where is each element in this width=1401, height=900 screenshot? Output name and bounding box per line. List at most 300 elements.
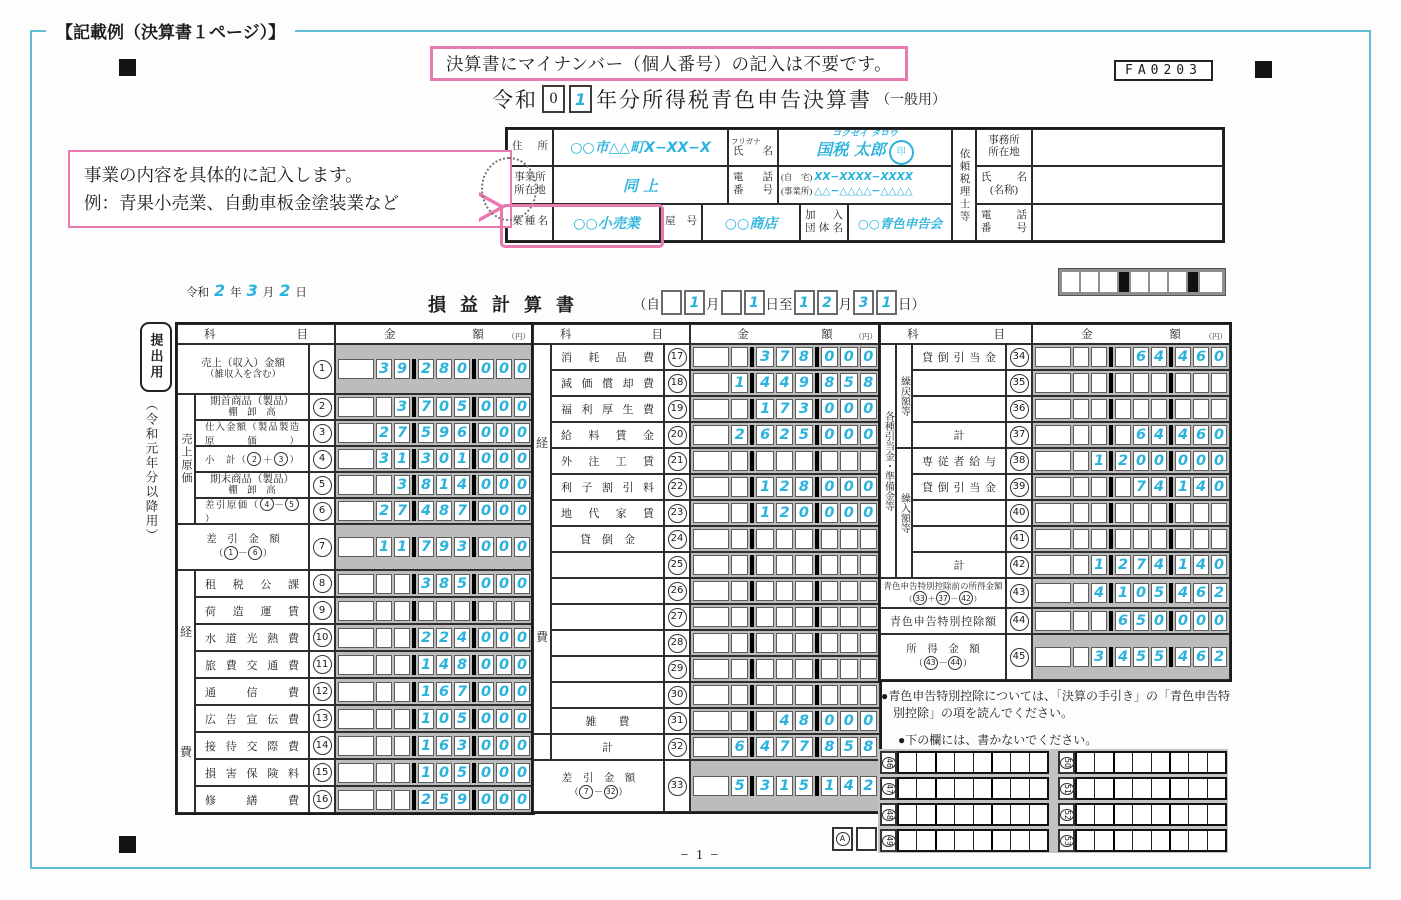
circled-number-20: 20 [668,426,687,445]
row-label-5: 期末商品（製品） 棚 卸 高 [195,472,309,498]
digit-cell: 0 [514,628,530,648]
digit-cell: 3 [394,397,410,417]
digit-cell: 0 [496,475,512,495]
circled-number-35: 35 [1010,374,1029,393]
row-label-3: 仕入金額（製品製造原価） [195,420,309,446]
digit-cell: 0 [496,763,512,783]
digit-cell: 0 [436,449,452,469]
digit-cell: 2 [1115,451,1131,471]
business-address-field[interactable]: 同 上 [553,166,728,205]
circled-number-41: 41 [1010,530,1029,549]
office-digit-cells [897,777,1049,800]
row-number-30 [664,682,690,708]
year-digit-box-handwritten[interactable]: 1 [574,89,587,109]
amount-field-32[interactable] [690,734,880,760]
circled-number-33: 33 [913,591,927,605]
circled-number-5: 5 [285,498,299,511]
agent-phone-field[interactable] [1032,204,1223,241]
digit-cell [376,763,392,783]
digit-cell [1133,399,1149,419]
agent-phone-label: 電 話 番 号 [976,204,1032,241]
digit-cell [1115,503,1131,523]
amount-field-42[interactable] [1032,552,1230,578]
thousands-separator-bar [815,737,819,757]
digit-cell: 0 [496,790,512,810]
circled-number-2: 2 [313,398,332,417]
group-label-繰戻額等: 繰戻額等 [896,344,912,448]
year-digit-box-printed[interactable]: 0 [542,85,565,113]
thousands-separator-bar [1169,611,1173,631]
digit-cell [394,736,410,756]
digit-cell: 5 [1133,647,1149,667]
row-label-22: 利子割引料 [551,474,664,500]
thousands-separator-bar [472,423,476,443]
digit-cell: 0 [514,537,530,557]
digit-cell [731,399,748,419]
office-grid-row [1058,803,1227,826]
digit-cell [776,659,793,679]
digit-cell: 9 [394,359,410,379]
row-label-38: 専従者給与 [912,448,1006,474]
office-grid-row [1058,751,1227,774]
digit-cell: 1 [418,736,434,756]
digit-cell [1175,529,1191,549]
office-row-number [1058,751,1075,774]
digit-cell [821,659,838,679]
digit-cell: 5 [1151,647,1167,667]
thousands-separator-bar [750,607,754,627]
agent-name-field[interactable] [1032,166,1223,205]
digit-cell [1073,503,1089,523]
ocr-code-strip [1058,268,1226,296]
thousands-separator-bar [1169,347,1173,367]
amount-field-17[interactable] [690,344,880,370]
digit-cell: 0 [478,790,494,810]
digit-cell: 4 [1175,347,1191,367]
digit-cell [1115,373,1131,393]
amount-field-15[interactable] [335,759,533,786]
digit-cell: 1 [1175,555,1191,575]
pl-table-middle [531,322,882,814]
digit-cell: 5 [418,423,434,443]
amount-field-6[interactable] [335,498,533,524]
office-row-number [880,803,897,826]
digit-cell: 6 [1133,425,1149,445]
row-number-19 [664,396,690,422]
amount-field-3[interactable] [335,420,533,446]
digit-cell: 8 [860,737,877,757]
row-label-16: 修繕費 [195,786,309,813]
digit-cell: 1 [436,475,452,495]
digit-cell [376,397,392,417]
digit-cell: 2 [1211,647,1227,667]
amount-field-9[interactable] [335,597,533,624]
office-grid-row [1058,777,1227,800]
thousands-separator-bar [472,449,476,469]
row-label-21: 外注工賃 [551,448,664,474]
digit-cell: 0 [514,475,530,495]
row-label-23: 地代家賃 [551,500,664,526]
address-label: 住 所 [507,129,553,166]
page-title: 【記載例（決算書１ページ）】 [46,18,295,43]
row-label-19: 福利厚生費 [551,396,664,422]
submission-copy-label: 提出用 [140,322,172,392]
row-number-31 [664,708,690,734]
circled-number-52: 52 [1060,809,1074,821]
row-number-35 [1006,370,1032,396]
row-label-45: 所 得 金 額 （ 43 － 44 ） [880,634,1006,680]
digit-cell: 3 [454,736,470,756]
digit-cell: 0 [514,397,530,417]
amount-field-18[interactable] [690,370,880,396]
digit-cell: 1 [418,682,434,702]
amount-lead-cell [1035,425,1071,445]
digit-cell [1091,477,1107,497]
digit-cell [731,685,748,705]
shop-name-field[interactable]: ○○商店 [702,204,800,241]
amount-field-40[interactable] [1032,500,1230,526]
thousands-separator-bar [750,529,754,549]
agent-name-label: 氏 名 (名称) [976,166,1032,205]
circled-number-40: 40 [1010,504,1029,523]
thousands-separator-bar [1109,451,1113,471]
digit-cell: 7 [776,347,793,367]
digit-cell: 0 [1175,451,1191,471]
digit-cell: 0 [496,537,512,557]
amount-field-43[interactable] [1032,578,1230,608]
digit-cell [821,451,838,471]
amount-lead-cell [693,633,729,653]
thousands-separator-bar [1169,425,1173,445]
pl-table-left [175,322,535,815]
digit-cell: 4 [1175,583,1191,603]
row-number-26 [664,578,690,604]
digit-cell: 8 [821,737,838,757]
digit-cell [776,685,793,705]
thousands-separator-bar [1169,451,1173,471]
digit-cell [1091,611,1107,631]
digit-cell [821,633,838,653]
column-header-subject: 科 目 [177,324,335,344]
digit-cell [731,633,748,653]
amount-field-33[interactable] [690,760,880,812]
amount-lead-cell [338,682,374,702]
digit-cell [1115,399,1131,419]
amount-lead-cell [1035,647,1071,667]
digit-cell: 0 [1211,555,1227,575]
digit-cell: 0 [478,501,494,521]
amount-field-26[interactable] [690,578,880,604]
row-number-4 [309,446,335,472]
digit-cell: 5 [1151,583,1167,603]
digit-cell: 0 [821,399,838,419]
digit-cell: 0 [1211,611,1227,631]
amount-lead-cell [1035,503,1071,523]
row-number-22 [664,474,690,500]
amount-field-37[interactable] [1032,422,1230,448]
digit-cell [1073,555,1089,575]
digit-cell [840,555,857,575]
digit-cell [731,607,748,627]
row-label-30 [551,682,664,708]
circled-number-36: 36 [1010,400,1029,419]
digit-cell [1115,477,1131,497]
digit-cell: 4 [756,737,773,757]
digit-cell: 0 [840,503,857,523]
thousands-separator-bar [412,501,416,521]
amount-lead-cell [338,501,374,521]
amount-field-29[interactable] [690,656,880,682]
amount-field-16[interactable] [335,786,533,813]
digit-cell [1073,477,1089,497]
digit-cell [436,601,452,621]
accounting-period[interactable]: （自 1 月 1 日至 1 2 月 3 1 日） [633,290,925,315]
thousands-separator-bar [1169,477,1173,497]
digit-cell [821,685,838,705]
amount-lead-cell [693,555,729,575]
digit-cell [1073,425,1089,445]
digit-cell: 7 [394,423,410,443]
digit-cell: 4 [756,373,773,393]
row-number-1 [309,344,335,394]
digit-cell [860,659,877,679]
digit-cell: 0 [1193,451,1209,471]
digit-cell: 4 [1091,583,1107,603]
circled-number-19: 19 [668,400,687,419]
digit-cell: 0 [514,790,530,810]
thousands-separator-bar [815,607,819,627]
digit-cell [731,477,748,497]
digit-cell: 0 [514,423,530,443]
digit-cell: 0 [1151,451,1167,471]
digit-cell: 7 [418,397,434,417]
digit-cell: 8 [436,359,452,379]
digit-cell [795,607,812,627]
amount-field-44[interactable] [1032,608,1230,634]
thousands-separator-bar [472,501,476,521]
digit-cell: 0 [821,347,838,367]
row-number-32 [664,734,690,760]
row-label-20: 給料賃金 [551,422,664,448]
amount-field-11[interactable] [335,651,533,678]
thousands-separator-bar [750,555,754,575]
thousands-separator-bar [1169,529,1173,549]
name-label: フリガナ 氏 名 [728,129,778,166]
title-suffix: （一般用） [876,93,946,108]
digit-cell [394,682,410,702]
thousands-separator-bar [412,423,416,443]
row-label-8: 租税公課 [195,570,309,597]
thousands-separator-bar [412,359,416,379]
digit-cell: 0 [860,477,877,497]
digit-cell [376,682,392,702]
amount-field-30[interactable] [690,682,880,708]
amount-lead-cell [1035,399,1071,419]
digit-cell: 0 [1133,451,1149,471]
digit-cell: 2 [418,628,434,648]
digit-cell: 5 [454,709,470,729]
thousands-separator-bar [1169,583,1173,603]
digit-cell: 5 [454,397,470,417]
address-field[interactable]: ○○市△△町X−XX−X [553,129,728,166]
digit-cell [1091,503,1107,523]
amount-field-23[interactable] [690,500,880,526]
amount-lead-cell [693,607,729,627]
digit-cell: 0 [436,397,452,417]
circled-number-23: 23 [668,504,687,523]
circled-number-44: 44 [1010,612,1029,631]
office-row-number [1058,777,1075,800]
amount-field-31[interactable] [690,708,880,734]
amount-field-2[interactable] [335,394,533,420]
digit-cell: 1 [454,449,470,469]
thousands-separator-bar [750,373,754,393]
digit-cell: 1 [394,449,410,469]
digit-cell: 0 [478,709,494,729]
digit-cell [840,633,857,653]
amount-field-10[interactable] [335,624,533,651]
digit-cell: 1 [376,537,392,557]
amount-lead-cell [338,790,374,810]
digit-cell: 0 [496,449,512,469]
amount-field-21[interactable] [690,448,880,474]
digit-cell: 4 [1151,555,1167,575]
amount-field-36[interactable] [1032,396,1230,422]
row-label-43: 青色申告特別控除前の所得金額 （ 33 ＋ 37 － 42 ） [880,578,1006,608]
amount-field-19[interactable] [690,396,880,422]
circled-number-28: 28 [668,634,687,653]
row-number-6 [309,498,335,524]
amount-field-22[interactable] [690,474,880,500]
amount-field-12[interactable] [335,678,533,705]
digit-cell: 0 [496,397,512,417]
office-digit-cells [1075,803,1227,826]
digit-cell [731,347,748,367]
digit-cell: 7 [1133,555,1149,575]
amount-field-1[interactable] [335,344,533,394]
name-field[interactable]: コクゼイ タロウ 国税 太郎 印 [778,129,952,166]
digit-cell [1193,503,1209,523]
amount-field-8[interactable] [335,570,533,597]
circled-number-51: 51 [1060,783,1074,795]
row-number-29 [664,656,690,682]
amount-field-41[interactable] [1032,526,1230,552]
circled-number-3: 3 [274,452,288,466]
thousands-separator-bar [1109,529,1113,549]
row-label-34: 貸倒引当金 [912,344,1006,370]
amount-field-14[interactable] [335,732,533,759]
group-label-繰入額等: 繰入額等 [896,448,912,578]
circled-number-22: 22 [668,478,687,497]
digit-cell: 7 [1133,477,1149,497]
circled-number-18: 18 [668,374,687,393]
amount-field-27[interactable] [690,604,880,630]
amount-field-13[interactable] [335,705,533,732]
digit-cell: 6 [756,425,773,445]
digit-cell [418,601,434,621]
digit-cell [840,581,857,601]
amount-field-39[interactable] [1032,474,1230,500]
digit-cell: 0 [478,682,494,702]
thousands-separator-bar [1109,373,1113,393]
amount-field-28[interactable] [690,630,880,656]
row-label-27 [551,604,664,630]
row-label-32: 計 [551,734,664,760]
thousands-separator-bar [1109,399,1113,419]
digit-cell [860,633,877,653]
circled-number-26: 26 [668,582,687,601]
amount-field-34[interactable] [1032,344,1230,370]
digit-cell [731,503,748,523]
circled-number-30: 30 [668,686,687,705]
amount-field-4[interactable] [335,446,533,472]
digit-cell: 0 [840,347,857,367]
filing-date[interactable]: 令和 2 年 3 月 2 日 [186,281,307,300]
digit-cell [776,529,793,549]
phone-field[interactable]: (自 宅) XX−XXXX−XXXX (事業所) △△−△△△△−△△△△ [778,166,952,205]
thousands-separator-bar [750,776,754,796]
row-number-7 [309,524,335,570]
digit-cell [1211,529,1227,549]
amount-lead-cell [693,477,729,497]
association-field[interactable]: ○○青色申告会 [848,204,952,241]
thousands-separator-bar [1109,425,1113,445]
amount-field-7[interactable] [335,524,533,570]
thousands-separator-bar [750,633,754,653]
callout-line2: 例：青果小売業、自動車板金塗装業など [84,193,399,213]
digit-cell [1151,529,1167,549]
amount-field-45[interactable] [1032,634,1230,680]
digit-cell [496,601,512,621]
amount-field-38[interactable] [1032,448,1230,474]
digit-cell: 0 [514,709,530,729]
era-label: 令和 [492,88,538,112]
circled-number-10: 10 [313,628,332,647]
amount-field-20[interactable] [690,422,880,448]
digit-cell [821,529,838,549]
digit-cell [860,451,877,471]
office-grid-row [880,777,1049,800]
amount-lead-cell [338,601,374,621]
digit-cell: 2 [1115,555,1131,575]
amount-field-24[interactable] [690,526,880,552]
row-number-27 [664,604,690,630]
office-digit-cells [1075,751,1227,774]
thousands-separator-bar [815,529,819,549]
thousands-separator-bar [750,503,754,523]
row-label-35 [912,370,1006,396]
phone-label: 電 話 番 号 [728,166,778,205]
digit-cell: 0 [840,477,857,497]
amount-lead-cell [1035,373,1071,393]
digit-cell [1073,647,1089,667]
digit-cell: 7 [454,682,470,702]
digit-cell: 0 [478,763,494,783]
registration-mark-top-right [1255,61,1272,78]
digit-cell: 0 [860,711,877,731]
digit-cell [394,709,410,729]
circled-number-1: 1 [224,546,238,560]
digit-cell: 8 [795,711,812,731]
digit-cell: 2 [376,423,392,443]
industry-field[interactable]: ○○小売業 [553,204,660,241]
thousands-separator-bar [1109,347,1113,367]
agent-office-field[interactable] [1032,129,1223,166]
amount-field-5[interactable] [335,472,533,498]
digit-cell [731,451,748,471]
amount-field-35[interactable] [1032,370,1230,396]
amount-field-25[interactable] [690,552,880,578]
